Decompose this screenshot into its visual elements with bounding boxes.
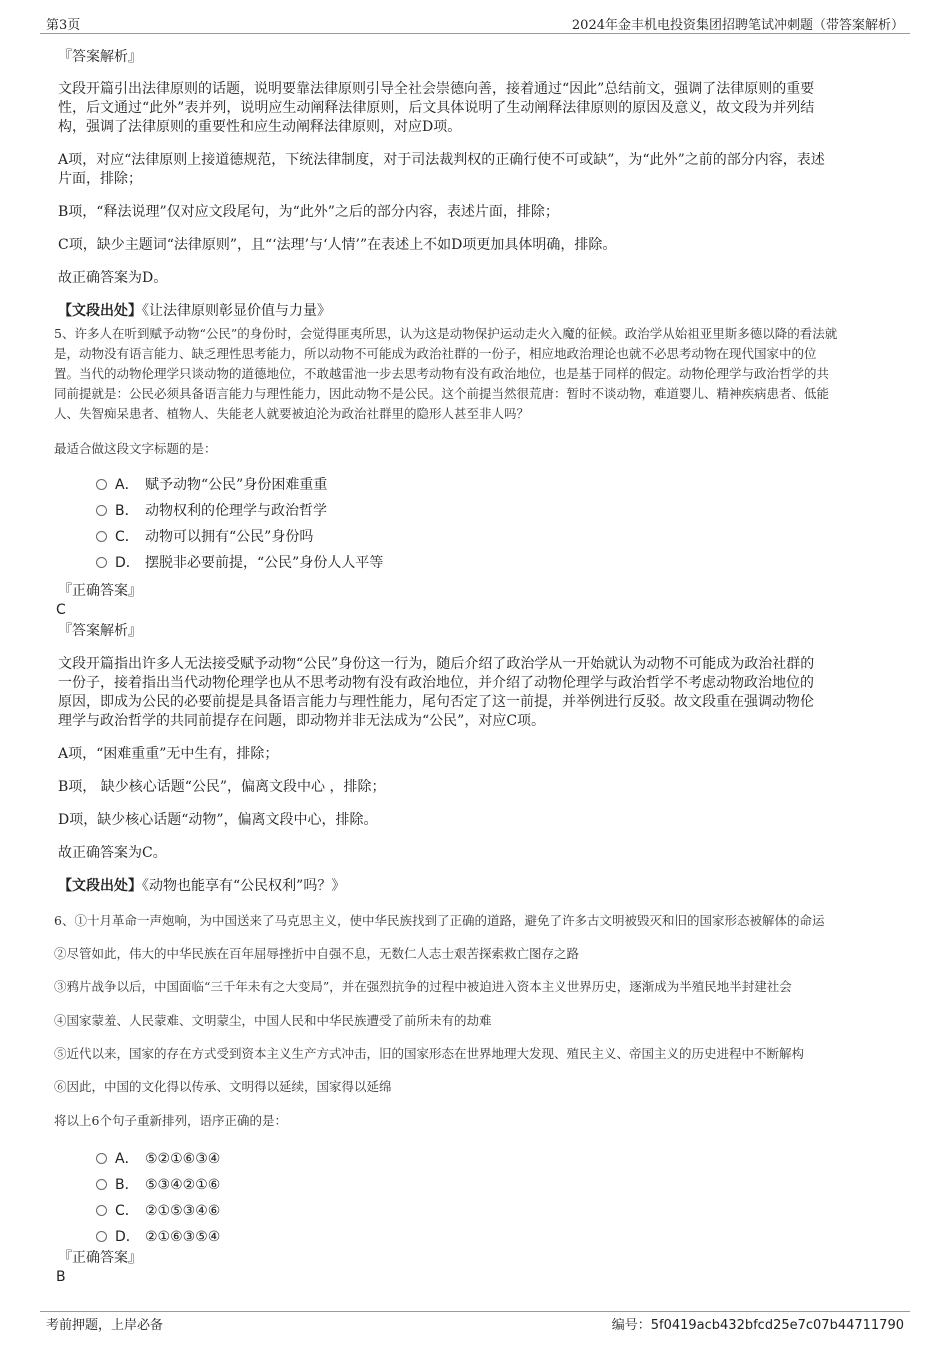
q4-option-c-analysis: C项，缺少主题词“法律原则”，且“‘法理’与‘人情’”在表述上不如D项更加具体明确，排除。 xyxy=(58,237,617,253)
q6-answer-label: 『正确答案』 xyxy=(58,1250,142,1266)
q5-option-b-analysis: B项， 缺少核心话题“公民”，偏离文段中心 ，排除； xyxy=(58,779,386,795)
q5-stem-line: 置。当代的动物伦理学只谈动物的道德地位，不敢越雷池一步去思考动物有没有政治地位，也是基于同样的假定。动物伦理学与政治哲学的共 xyxy=(54,366,830,381)
q4-source xyxy=(58,302,331,321)
document-title: 2024年金丰机电投资集团招聘笔试冲刺题（带答案解析） xyxy=(571,18,904,33)
q4-analysis-line: 文段开篇引出法律原则的话题，说明要靠法律原则引导全社会崇德向善，接着通过“因此”总结前文，强调了法律原则的重要 xyxy=(58,81,815,97)
q4-analysis-line: 性，后文通过“此外”表并列，说明应生动阐释法律原则，后文具体说明了生动阐释法律原则的原因及意义，故文段为并列结 xyxy=(58,100,815,116)
q5-analysis-line: 原因，即成为公民的必要前提是具备语言能力与理性能力，尾句否定了这一前提，并举例进行反驳。故文段重在强调动物伦 xyxy=(58,694,814,710)
radio-icon[interactable] xyxy=(96,505,107,516)
q5-conclusion: 故正确答案为C。 xyxy=(58,845,167,861)
q6-option-d[interactable]: D． ②①⑥③⑤④ xyxy=(96,1228,220,1246)
q5-source-label: 【文段出处】 xyxy=(58,878,142,894)
q5-prompt: 最适合做这段文字标题的是： xyxy=(54,441,217,456)
q6-prompt: 将以上6个句子重新排列，语序正确的是： xyxy=(54,1113,287,1128)
q4-analysis-label: 『答案解析』 xyxy=(58,49,142,65)
q5-source-text: 《动物也能享有“公民权利”吗？》 xyxy=(142,878,346,894)
radio-icon[interactable] xyxy=(96,1205,107,1216)
footer-doc-id: 编号：5f0419acb432bfcd25e7c07b44711790 xyxy=(611,1318,904,1333)
q5-answer-label: 『正确答案』 xyxy=(58,583,142,599)
q4-conclusion: 故正确答案为D。 xyxy=(58,270,168,286)
q4-option-a-analysis: 片面，排除； xyxy=(58,171,142,187)
q5-option-b[interactable]: B． 动物权利的伦理学与政治哲学 xyxy=(96,502,327,520)
header-divider xyxy=(40,33,910,34)
q6-option-a[interactable]: A． ⑤②①⑥③④ xyxy=(96,1150,220,1168)
q6-sentence: ⑤近代以来，国家的存在方式受到资本主义生产方式冲击，旧的国家形态在世界地理大发现、殖民主义、帝国主义的历史进程中不断解构 xyxy=(54,1046,805,1061)
q5-option-c[interactable]: C． 动物可以拥有“公民”身份吗 xyxy=(96,528,313,546)
radio-icon[interactable] xyxy=(96,479,107,490)
q5-stem-line: 是，动物没有语言能力、缺乏理性思考能力，所以动物不可能成为政治社群的一份子，相应地政治理论也就不必思考动物在现代国家中的位 xyxy=(54,346,817,361)
q6-sentence: ②尽管如此，伟大的中华民族在百年屈辱挫折中自强不息，无数仁人志士艰苦探索救亡图存之路 xyxy=(54,946,580,961)
q6-sentence: ④国家蒙羞、人民蒙难、文明蒙尘，中国人民和中华民族遭受了前所未有的劫难 xyxy=(54,1013,492,1028)
q6-sentence: 6、①十月革命一声炮响，为中国送来了马克思主义，使中华民族找到了正确的道路，避免了许多古文明被毁灭和旧的国家形态被解体的命运 xyxy=(54,913,825,928)
q6-answer: B xyxy=(56,1269,66,1285)
footer-divider xyxy=(40,1311,910,1312)
q5-analysis-line: 一份子，接着指出当代动物伦理学也从不思考动物有没有政治地位，并介绍了动物伦理学与政治哲学不考虑动物政治地位的 xyxy=(58,675,814,691)
q5-source xyxy=(58,877,345,896)
q5-option-d[interactable]: D． 摆脱非必要前提，“公民”身份人人平等 xyxy=(96,554,383,572)
radio-icon[interactable] xyxy=(96,557,107,568)
q5-stem-line: 5、许多人在听到赋予动物“公民”的身份时，会觉得匪夷所思，认为这是动物保护运动走火入魔的征候。政治学从始祖亚里斯多德以降的看法就 xyxy=(54,326,838,341)
radio-icon[interactable] xyxy=(96,1153,107,1164)
q5-option-a-analysis: A项，“困难重重”无中生有，排除； xyxy=(58,746,279,762)
page-number: 第3页 xyxy=(46,18,81,33)
q6-sentence: ③鸦片战争以后，中国面临“三千年未有之大变局”，并在强烈抗争的过程中被迫进入资本主义世界历史，逐渐成为半殖民地半封建社会 xyxy=(54,979,792,994)
q5-stem-line: 人、失智痴呆患者、植物人、失能老人就要被迫沦为政治社群里的隐形人甚至非人吗？ xyxy=(54,406,530,421)
q4-option-a-analysis: A项，对应“法律原则上接道德规范，下统法律制度，对于司法裁判权的正确行使不可或缺”，为“此外”之前的部分内容，表述 xyxy=(58,152,825,168)
q5-analysis-label: 『答案解析』 xyxy=(58,623,142,639)
q4-source-text: 《让法律原则彰显价值与力量》 xyxy=(142,303,331,319)
q5-answer: C xyxy=(56,602,66,618)
q6-option-b[interactable]: B． ⑤③④②①⑥ xyxy=(96,1176,220,1194)
q6-option-c[interactable]: C． ②①⑤③④⑥ xyxy=(96,1202,220,1220)
q5-analysis-line: 理学与政治哲学的共同前提存在问题，即动物并非无法成为“公民”，对应C项。 xyxy=(58,713,546,729)
q5-stem-line: 同前提就是：公民必须具备语言能力与理性能力，因此动物不是公民。这个前提当然很荒唐：暂时不谈动物，难道婴儿、精神疾病患者、低能 xyxy=(54,386,830,401)
q5-option-a[interactable]: A． 赋予动物“公民”身份困难重重 xyxy=(96,476,327,494)
q6-sentence: ⑥因此，中国的文化得以传承、文明得以延续，国家得以延绵 xyxy=(54,1079,392,1094)
q4-analysis-line: 构，强调了法律原则的重要性和应生动阐释法律原则，对应D项。 xyxy=(58,119,462,135)
q5-analysis-line: 文段开篇指出许多人无法接受赋予动物“公民”身份这一行为，随后介绍了政治学从一开始就认为动物不可能成为政治社群的 xyxy=(58,656,815,672)
q5-option-d-analysis: D项，缺少核心话题“动物”，偏离文段中心，排除。 xyxy=(58,812,378,828)
q4-option-b-analysis: B项，“释法说理”仅对应文段尾句，为“此外”之后的部分内容，表述片面，排除； xyxy=(58,204,559,220)
radio-icon[interactable] xyxy=(96,1179,107,1190)
footer-slogan: 考前押题，上岸必备 xyxy=(46,1318,164,1333)
radio-icon[interactable] xyxy=(96,1231,107,1242)
q4-source-label: 【文段出处】 xyxy=(58,303,142,319)
radio-icon[interactable] xyxy=(96,531,107,542)
page-header xyxy=(0,0,950,34)
